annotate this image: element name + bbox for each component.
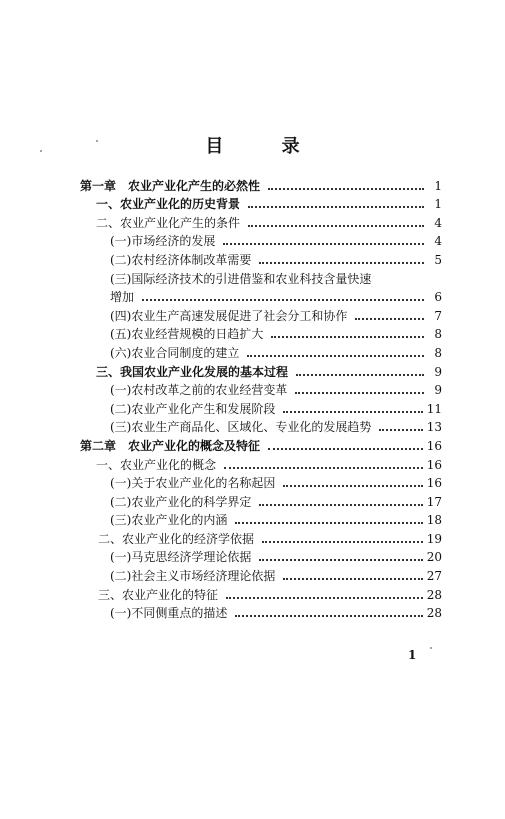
dot-leader [248,224,424,227]
toc-entry [80,304,442,323]
toc-entry-page: 8 [434,327,442,342]
page-title: 目 录 [205,136,326,157]
dot-leader [259,261,424,264]
toc-entry-page: 16 [426,438,442,453]
toc-entry-title: (三)国际经济技术的引进借鉴和农业科技含量快速 [110,271,372,286]
toc-entry-title: (三)农业产业化的内涵 [110,513,228,528]
toc-entry-page: 16 [426,476,442,491]
toc-entry-title: (二)社会主义市场经济理论依据 [110,569,276,584]
dot-leader [283,577,422,580]
toc-entry-page: 9 [434,364,442,379]
dot-leader [259,503,422,506]
dot-leader [226,596,423,599]
toc-entry-title: (一)关于农业产业化的名称起因 [110,476,276,491]
toc-entry-title: (六)农业合同制度的建立 [110,345,240,360]
toc-entry-title: 第二章 农业产业化的概念及特征 [80,438,261,453]
toc-entry [80,323,442,342]
toc-entry [80,211,442,230]
toc-entry-page: 20 [426,550,442,565]
dot-leader [224,466,423,469]
toc-entry-title: 二、农业产业化产生的条件 [96,215,241,230]
toc-entry [80,583,442,602]
table-of-contents [80,174,442,620]
toc-entry-title: 一、农业产业化的历史背景 [96,197,241,212]
toc-entry-page: 9 [434,383,442,398]
toc-entry-title: (二)农业产业化产生和发展阶段 [110,401,276,416]
toc-entry [80,546,442,565]
toc-entry-page: 4 [434,234,442,249]
dot-leader [296,373,424,376]
toc-entry-page: 13 [426,420,442,435]
dot-leader [235,614,422,617]
toc-entry [80,509,442,528]
toc-entry [80,341,442,360]
toc-entry [80,453,442,472]
toc-entry [80,267,442,286]
toc-entry [80,193,442,212]
toc-entry-title: (一)市场经济的发展 [110,234,216,249]
toc-entry [80,397,442,416]
toc-entry-page: 4 [434,215,442,230]
toc-entry-title: 三、我国农业产业化发展的基本过程 [96,364,289,379]
toc-entry [80,379,442,398]
toc-entry [80,360,442,379]
dot-leader [379,428,422,431]
toc-entry-title: 一、农业产业化的概念 [96,457,217,472]
toc-entry [80,286,442,305]
toc-entry-page: 8 [434,345,442,360]
toc-entry-page: 1 [434,197,442,212]
toc-entry-page: 27 [426,569,442,584]
toc-entry-page: 1 [434,178,442,193]
toc-entry [80,472,442,491]
dot-leader [283,410,422,413]
dot-leader [223,242,424,245]
toc-entry [80,527,442,546]
toc-entry-title: (四)农业生产高速发展促进了社会分工和协作 [110,308,348,323]
page-number: 1 [408,648,417,662]
toc-entry [80,416,442,435]
toc-entry-title: (二)农业产业化的科学界定 [110,494,252,509]
toc-entry [80,490,442,509]
toc-entry [80,564,442,583]
scan-speck [430,647,432,649]
toc-entry-title: (一)农村改革之前的农业经营变革 [110,383,288,398]
dot-leader [235,521,422,524]
toc-entry-title: 增加 [110,290,135,305]
dot-leader [268,187,424,190]
dot-leader [268,447,423,450]
toc-entry-title: (一)马克思经济学理论依据 [110,550,252,565]
toc-entry [80,174,442,193]
dot-leader [283,484,422,487]
dot-leader [355,317,424,320]
toc-entry-page: 18 [426,513,442,528]
toc-entry-title: 第一章 农业产业化产生的必然性 [80,178,261,193]
dot-leader [295,391,424,394]
toc-entry-page: 11 [426,401,442,416]
dot-leader [142,298,424,301]
dot-leader [259,558,422,561]
toc-entry-page: 16 [426,457,442,472]
toc-entry-page: 28 [426,606,442,621]
toc-entry-page: 28 [426,587,442,602]
toc-entry [80,434,442,453]
toc-entry-title: (二)农村经济体制改革需要 [110,252,252,267]
toc-entry-title: 三、农业产业化的特征 [98,587,219,602]
dot-leader [262,540,423,543]
dot-leader [379,282,424,283]
toc-entry [80,602,442,621]
toc-entry-page: 19 [426,531,442,546]
toc-entry [80,230,442,249]
toc-entry-page: 17 [426,494,442,509]
dot-leader [247,354,424,357]
toc-entry-title: (五)农业经营规模的日趋扩大 [110,327,264,342]
toc-entry [80,248,442,267]
toc-entry-title: 二、农业产业化的经济学依据 [98,531,255,546]
dot-leader [271,335,424,338]
toc-entry-page: 7 [434,308,442,323]
dot-leader [248,205,424,208]
toc-entry-page: 6 [434,290,442,305]
toc-entry-page: 5 [434,252,442,267]
toc-entry-title: (一)不同侧重点的描述 [110,606,228,621]
toc-entry-title: (三)农业生产商品化、区域化、专业化的发展趋势 [110,420,372,435]
